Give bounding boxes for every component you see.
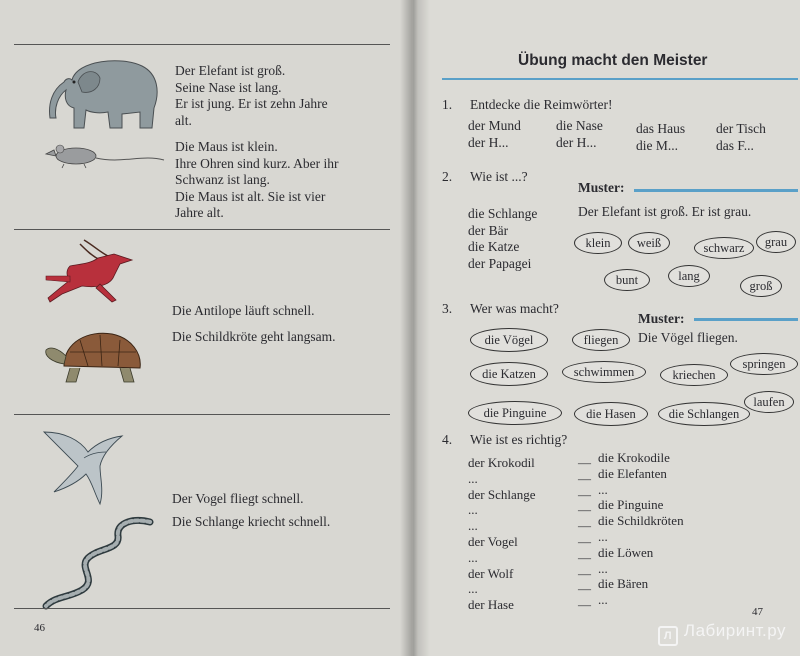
ex1-word-2: die Nase der H...	[556, 118, 603, 150]
ex3-example: Die Vögel fliegen.	[638, 330, 738, 345]
ex2-instruction: Wie ist ...?	[470, 169, 528, 184]
ex3-oval-6: springen	[730, 353, 798, 375]
watermark	[658, 621, 786, 646]
ex4-number: 4.	[442, 432, 453, 447]
ex1-number: 1.	[442, 97, 453, 112]
ex2-nouns: die Schlange der Bär die Katze der Papagei	[468, 206, 538, 271]
ex3-instruction: Wer was macht?	[470, 301, 559, 316]
elephant-text: Der Elefant ist groß. Seine Nase ist lang. Er ist jung. Er ist zehn Jahre alt.	[175, 63, 328, 128]
page-number-right: 47	[752, 606, 763, 618]
elephant-illustration	[42, 52, 164, 132]
ex3-oval-1: die Vögel	[470, 328, 548, 352]
snake-text: Die Schlange kriecht schnell.	[172, 514, 331, 529]
ex2-example: Der Elefant ist groß. Er ist grau.	[578, 204, 752, 219]
ex3-oval-10: laufen	[744, 391, 794, 413]
turtle-illustration	[40, 326, 148, 388]
book-gutter	[400, 0, 430, 656]
ex1-word-4: der Tisch das F...	[716, 121, 766, 153]
ex3-oval-4: schwimmen	[562, 361, 646, 383]
ex3-muster-label: Muster:	[638, 311, 685, 326]
ex3-muster-bar	[694, 318, 798, 321]
adj-oval-7: groß	[740, 275, 782, 297]
page-number-left: 46	[34, 622, 45, 634]
ex3-oval-3: die Katzen	[470, 362, 548, 386]
antelope-text: Die Antilope läuft schnell.	[172, 303, 315, 318]
section-rule-1	[14, 229, 390, 230]
ex2-muster-bar	[634, 189, 798, 192]
bird-illustration	[40, 422, 126, 506]
ex3-oval-5: kriechen	[660, 364, 728, 386]
mouse-illustration	[42, 140, 166, 170]
ex3-oval-9: die Schlangen	[658, 402, 750, 426]
ex4-left-column: der Krokodil ... der Schlange ... ... der Vogel ... der Wolf ... der Hase	[468, 455, 536, 613]
adj-oval-2: weiß	[628, 232, 670, 254]
snake-illustration	[38, 512, 158, 610]
ex2-number: 2.	[442, 169, 453, 184]
section-rule-2	[14, 414, 390, 415]
title-underline	[442, 78, 798, 80]
ex3-number: 3.	[442, 301, 453, 316]
ex4-right-column: die Krokodile die Elefanten ... die Pinguine die Schildkröten ... die Löwen ... die Bären ...	[598, 450, 684, 608]
mouse-text: Die Maus ist klein. Ihre Ohren sind kurz. Aber ihr Schwanz ist lang. Die Maus ist alt. Sie ist vier Jahre alt.	[175, 139, 339, 220]
ex3-oval-2: fliegen	[572, 329, 630, 351]
top-rule	[14, 44, 390, 45]
ex4-dashes: — — — — — — — — — —	[578, 455, 591, 613]
turtle-text: Die Schildkröte geht langsam.	[172, 329, 336, 344]
bottom-rule	[14, 608, 390, 609]
ex4-instruction: Wie ist es richtig?	[470, 432, 568, 447]
adj-oval-6: lang	[668, 265, 710, 287]
adj-oval-1: klein	[574, 232, 622, 254]
adj-oval-4: grau	[756, 231, 796, 253]
ex3-oval-7: die Pinguine	[468, 401, 562, 425]
ex1-instruction: Entdecke die Reimwörter!	[470, 97, 613, 112]
book-icon: Л	[658, 626, 678, 646]
bird-text: Der Vogel fliegt schnell.	[172, 491, 304, 506]
watermark-text: Лабиринт.ру	[683, 621, 786, 640]
ex2-muster-label: Muster:	[578, 180, 625, 195]
adj-oval-5: bunt	[604, 269, 650, 291]
adj-oval-3: schwarz	[694, 237, 754, 259]
antelope-illustration	[40, 236, 144, 308]
page-title: Übung macht den Meister	[518, 52, 708, 69]
ex1-word-3: das Haus die M...	[636, 121, 686, 153]
ex1-word-1: der Mund der H...	[468, 118, 521, 150]
right-page	[412, 0, 800, 656]
ex3-oval-8: die Hasen	[574, 402, 648, 426]
